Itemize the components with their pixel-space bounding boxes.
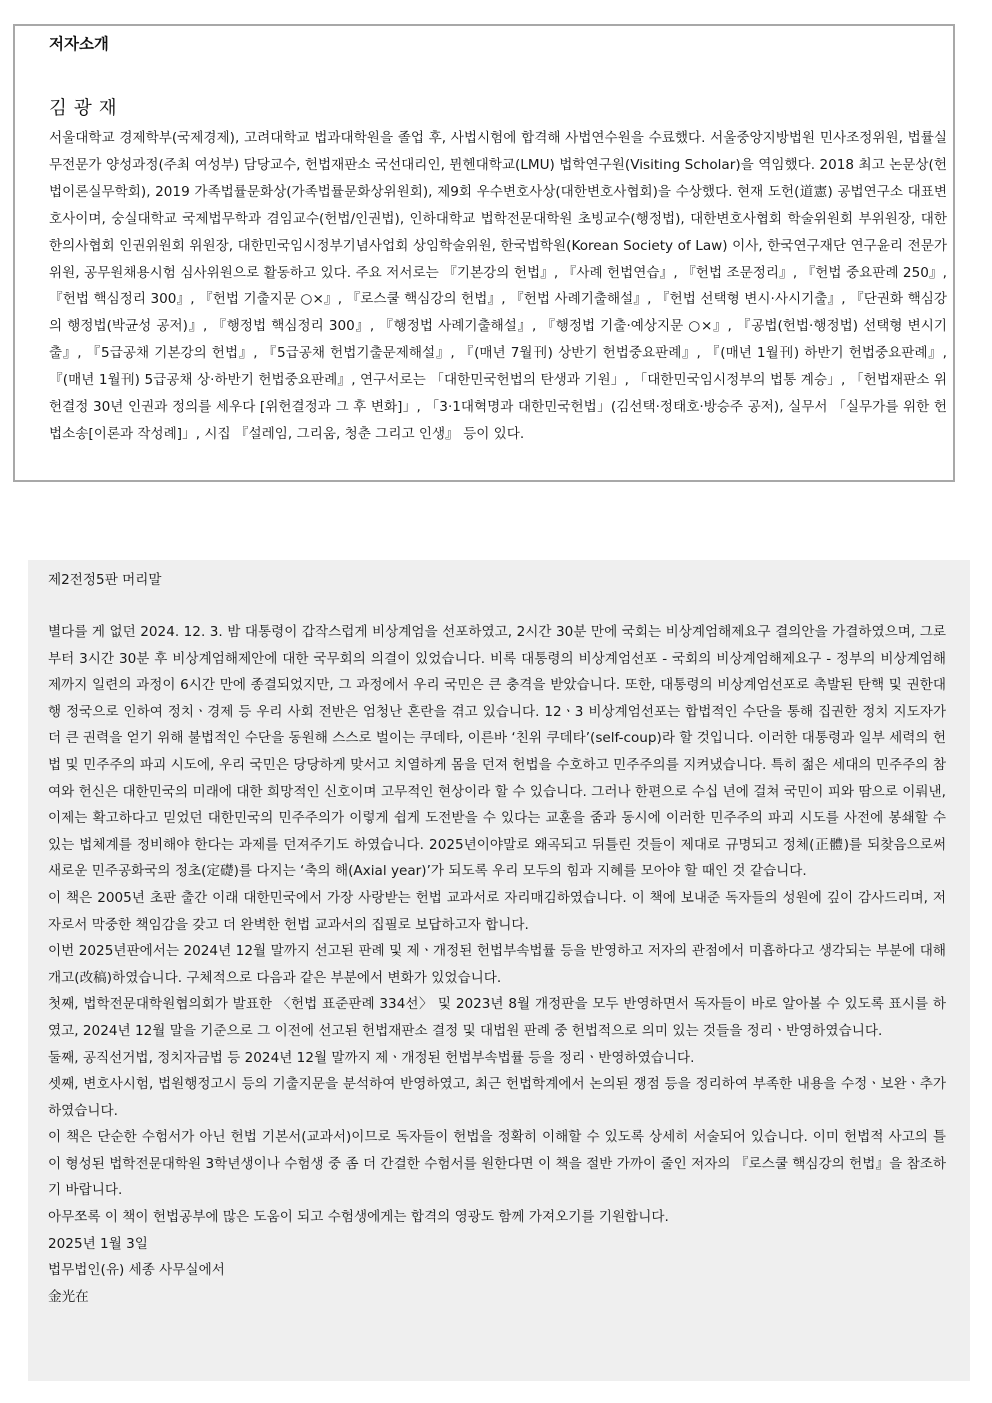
preface-paragraph: 첫째, 법학전문대학원협의회가 발표한 〈헌법 표준판례 334선〉 및 2023년 8월 개정판을 모두 반영하면서 독자들이 바로 알아볼 수 있도록 표시를 하였고, 2024년 12월 말을 기준으로 그 이전에 선고된 헌법재판소 결정 및 대법원 판례 중 헌법적으로 의미 있는 것들을 정리ㆍ반영하였습니다.	[48, 996, 946, 1039]
preface-place: 법무법인(유) 세종 사무실에서	[48, 1262, 225, 1279]
preface-section	[28, 560, 970, 1381]
preface-signature: 金光在	[48, 1288, 89, 1305]
preface-date: 2025년 1월 3일	[48, 1235, 148, 1252]
preface-body	[48, 619, 946, 1310]
preface-paragraph: 둘째, 공직선거법, 정치자금법 등 2024년 12월 말까지 제ㆍ개정된 헌법부속법률 등을 정리ㆍ반영하였습니다.	[48, 1049, 695, 1066]
preface-paragraph: 셋째, 변호사시험, 법원행정고시 등의 기출지문을 분석하여 반영하였고, 최근 헌법학계에서 논의된 쟁점 등을 정리하여 부족한 내용을 수정ㆍ보완ㆍ추가하였습니다.	[48, 1076, 946, 1119]
author-bio: 서울대학교 경제학부(국제경제), 고려대학교 법과대학원을 졸업 후, 사법시험에 합격해 사법연수원을 수료했다. 서울중앙지방법원 민사조정위원, 법률실무전문가 양성과정(주최 여성부) 담당교수, 헌법재판소 국선대리인, 뮌헨대학교(LMU) 법학연구원(Visiting Scholar)을 역임했다. 2018 최고 논문상(헌법이론실무학회), 2019 가족법률문화상(가족법률문화상위원회), 제9회 우수변호사상(대한변호사협회)을 수상했다. 현재 도헌(道憲) 공법연구소 대표변호사이며, 숭실대학교 국제법무학과 겸임교수(헌법/인권법), 인하대학교 법학전문대학원 초빙교수(행정법), 대한변호사협회 학술위원회 부위원장, 대한한의사협회 인권위원회 위원장, 대한민국임시정부기념사업회 상임학술위원, 한국법학원(Korean Society of Law) 이사, 한국연구재단 연구윤리 전문가 위원, 공무원채용시험 심사위원으로 활동하고 있다. 주요 저서로는 『기본강의 헌법』, 『사례 헌법연습』, 『헌법 조문정리』, 『헌법 중요판례 250』, 『헌법 핵심정리 300』, 『헌법 기출지문 ○×』, 『로스쿨 핵심강의 헌법』, 『헌법 사례기출해설』, 『헌법 선택형 변시·사시기출』, 『단권화 핵심강의 행정법(박균성 공저)』, 『행정법 핵심정리 300』, 『행정법 사례기출해설』, 『행정법 기출·예상지문 ○×』, 『공법(헌법·행정법) 선택형 변시기출』, 『5급공채 기본강의 헌법』, 『5급공채 헌법기출문제해설』, 『(매년 7월刊) 상반기 헌법중요판례』, 『(매년 1월刊) 하반기 헌법중요판례』, 『(매년 1월刊) 5급공채 상·하반기 헌법중요판례』, 연구서로는 「대한민국헌법의 탄생과 기원」, 「대한민국임시정부의 법통 계승」, 「헌법재판소 위헌결정 30년 인권과 정의를 세우다 [위헌결정과 그 후 변화]」, 「3·1대혁명과 대한민국헌법」(김선택·정태호·방승주 공저), 실무서 「실무가를 위한 헌법소송[이론과 작성례]」, 시집 『설레임, 그리움, 청춘 그리고 인생』 등이 있다.	[49, 130, 947, 442]
author-intro-box	[13, 24, 955, 482]
preface-paragraph: 별다를 게 없던 2024. 12. 3. 밤 대통령이 갑작스럽게 비상계엄을 선포하였고, 2시간 30분 만에 국회는 비상계엄해제요구 결의안을 가결하였으며, 그로부터 3시간 30분 후 비상계엄해제안에 대한 국무회의 의결이 있었습니다. 비록 대통령의 비상계엄선포 - 국회의 비상계엄해제요구 - 정부의 비상계엄해제까지 일련의 과정이 6시간 만에 종결되었지만, 그 과정에서 우리 국민은 큰 충격을 받았습니다. 또한, 대통령의 비상계엄선포로 촉발된 탄핵 및 권한대행 정국으로 인하여 정치ㆍ경제 등 우리 사회 전반은 엄청난 혼란을 겪고 있습니다. 12ㆍ3 비상계엄선포는 합법적인 수단을 통해 집권한 정치 지도자가 더 큰 권력을 얻기 위해 불법적인 수단을 동원해 스스로 벌이는 쿠데타, 이른바 ‘친위 쿠데타’(self-coup)라 할 것입니다. 이러한 대통령과 일부 세력의 헌법 및 민주주의 파괴 시도에, 우리 국민은 당당하게 맞서고 치열하게 몸을 던져 헌법을 수호하고 민주주의를 지켜냈습니다. 특히 젊은 세대의 민주주의 참여와 헌신은 대한민국의 미래에 대한 희망적인 신호이며 고무적인 현상이라 할 수 있습니다. 그러나 한편으로 수십 년에 걸쳐 국민이 피와 땀으로 이뤄낸, 이제는 확고하다고 믿었던 대한민국의 민주주의가 이렇게 쉽게 도전받을 수 있다는 교훈을 줌과 동시에 이러한 민주주의 파괴 시도를 사전에 봉쇄할 수 있는 법체계를 정비해야 한다는 과제를 던져주기도 하였습니다. 2025년이야말로 왜곡되고 뒤틀린 것들이 제대로 규명되고 정체(正體)를 되찾음으로써 새로운 민주공화국의 정초(定礎)를 다지는 ‘축의 해(Axial year)’가 되도록 우리 모두의 힘과 지혜를 모아야 할 때인 것 같습니다.	[48, 624, 946, 880]
preface-paragraph: 이 책은 2005년 초판 출간 이래 대한민국에서 가장 사랑받는 헌법 교과서로 자리매김하였습니다. 이 책에 보내준 독자들의 성원에 깊이 감사드리며, 저자로서 막중한 책임감을 갖고 더 완벽한 헌법 교과서의 집필로 보답하고자 합니다.	[48, 889, 946, 933]
preface-paragraph: 아무쪼록 이 책이 헌법공부에 많은 도움이 되고 수험생에게는 합격의 영광도 함께 가져오기를 기원합니다.	[48, 1209, 669, 1226]
preface-paragraph: 이 책은 단순한 수험서가 아닌 헌법 기본서(교과서)이므로 독자들이 헌법을 정확히 이해할 수 있도록 상세히 서술되어 있습니다. 이미 헌법적 사고의 틀이 형성된 법학전문대학원 3학년생이나 수험생 중 좀 더 간결한 수험서를 원한다면 이 책을 절반 가까이 줄인 저자의 『로스쿨 핵심강의 헌법』을 참조하기 바랍니다.	[48, 1129, 946, 1199]
author-intro-heading: 저자소개	[49, 35, 109, 53]
preface-title: 제2전정5판 머리말	[48, 572, 162, 588]
author-name: 김광재	[49, 98, 124, 119]
preface-paragraph: 이번 2025년판에서는 2024년 12월 말까지 선고된 판례 및 제ㆍ개정된 헌법부속법률 등을 반영하고 저자의 관점에서 미흡하다고 생각되는 부분에 대해 개고(改稿)하였습니다. 구체적으로 다음과 같은 부분에서 변화가 있었습니다.	[48, 943, 946, 986]
